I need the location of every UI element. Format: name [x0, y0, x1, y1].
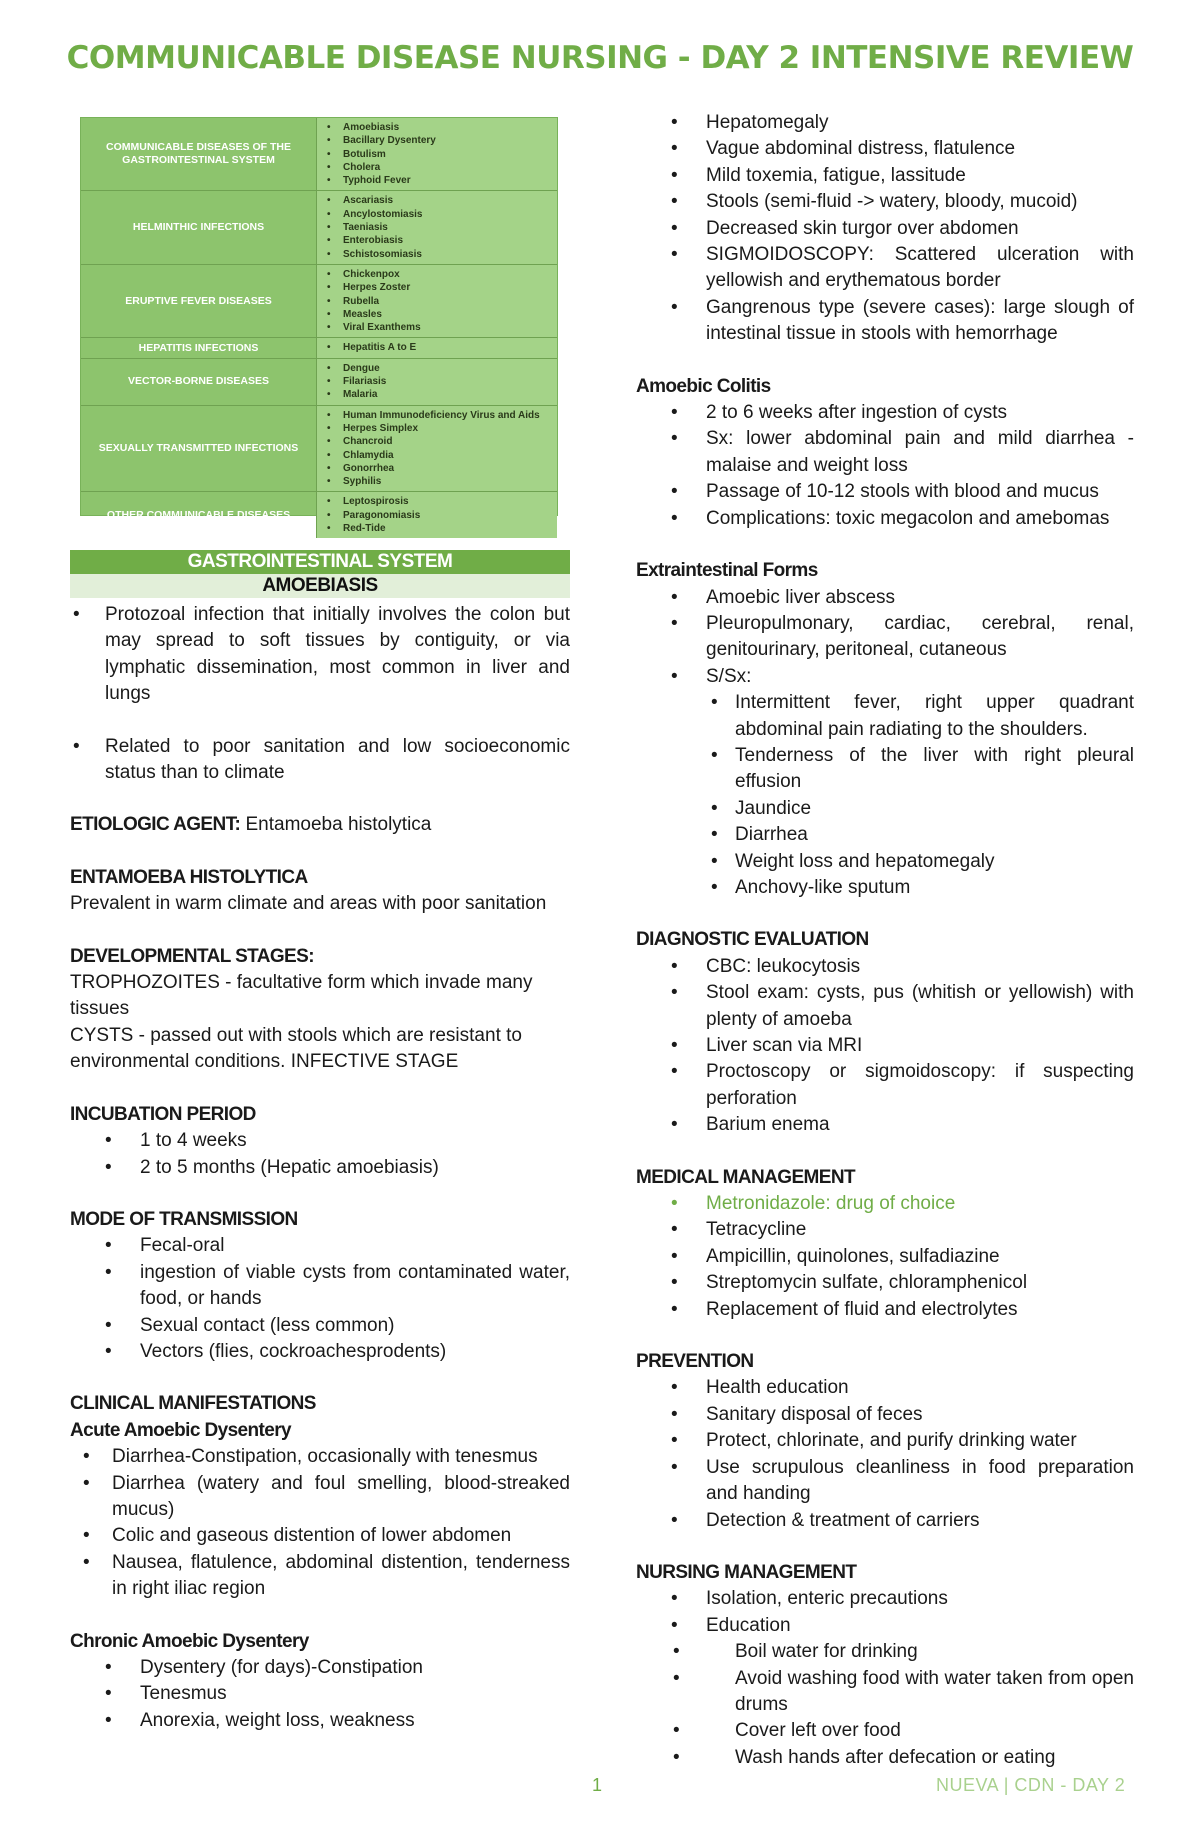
section-heading: DIAGNOSTIC EVALUATION: [636, 929, 869, 951]
paragraph: TROPHOZOITES - facultative form which invade many tissues: [70, 972, 533, 1020]
section-heading: MODE OF TRANSMISSION: [70, 1208, 298, 1230]
list-item: • Ampicillin, quinolones, sulfadiazine: [636, 1244, 1134, 1270]
category-item: • Chickenpox: [317, 268, 557, 281]
acute-list: [70, 1444, 570, 1602]
paragraph: Prevalent in warm climate and areas with poor sanitation: [70, 893, 547, 915]
category-item: • Gonorrhea: [317, 462, 557, 475]
paragraph: CYSTS - passed out with stools which are resistant to environmental conditions. INFECTIVE STAGE: [70, 1024, 522, 1073]
extraintestinal-sx-list: [636, 690, 1134, 901]
list-item: • Nausea, flatulence, abdominal distention, tenderness in right iliac region: [70, 1550, 570, 1603]
category-item: • Herpes Simplex: [317, 422, 557, 435]
list-item: • Health education: [636, 1375, 1134, 1401]
subheading: Chronic Amoebic Dysentery: [70, 1630, 309, 1652]
category-item: • Typhoid Fever: [317, 174, 557, 187]
category-item: • Bacillary Dysentery: [317, 134, 557, 147]
category-item: • Herpes Zoster: [317, 281, 557, 294]
list-item: • Detection & treatment of carriers: [636, 1508, 1134, 1534]
list-item: • Avoid washing food with water taken from open drums: [598, 1666, 1134, 1719]
category-name: SEXUALLY TRANSMITTED INFECTIONS: [81, 406, 317, 492]
list-item: • Jaundice: [636, 796, 1134, 822]
subheading: Acute Amoebic Dysentery: [70, 1419, 291, 1441]
section-heading: CLINICAL MANIFESTATIONS: [70, 1393, 316, 1415]
intro-list: [70, 734, 570, 787]
category-name: OTHER COMMUNICABLE DISEASES: [81, 492, 317, 538]
section-heading: DEVELOPMENTAL STAGES:: [70, 945, 314, 967]
list-item: • Passage of 10-12 stools with blood and mucus: [636, 479, 1134, 505]
category-name: HEPATITIS INFECTIONS: [81, 338, 317, 357]
list-item: • Decreased skin turgor over abdomen: [636, 216, 1134, 242]
list-item: • Sexual contact (less common): [70, 1313, 570, 1339]
list-item: • Stool exam: cysts, pus (whitish or yellowish) with plenty of amoeba: [636, 980, 1134, 1033]
section-heading: INCUBATION PERIOD: [70, 1103, 256, 1125]
disease-band: AMOEBIASIS: [70, 574, 570, 598]
list-item: • ingestion of viable cysts from contaminated water, food, or hands: [70, 1260, 570, 1313]
category-items: [317, 118, 557, 190]
list-item: • Sx: lower abdominal pain and mild diarrhea - malaise and weight loss: [636, 426, 1134, 479]
list-item: • Use scrupulous cleanliness in food preparation and handing: [636, 1455, 1134, 1508]
list-item: • S/Sx:: [636, 664, 1134, 690]
list-item: • Complications: toxic megacolon and amebomas: [636, 506, 1134, 532]
category-items: [317, 406, 557, 492]
category-items: [317, 265, 557, 337]
category-item: • Amoebiasis: [317, 121, 557, 134]
disease-category-table: [80, 117, 558, 535]
page-title: COMMUNICABLE DISEASE NURSING - DAY 2 INTENSIVE REVIEW: [66, 40, 1134, 76]
list-item: • Vectors (flies, cockroachesprodents): [70, 1339, 570, 1365]
list-item: • Vague abdominal distress, flatulence: [636, 136, 1134, 162]
page-number: 1: [592, 1775, 603, 1795]
list-item: • Tenderness of the liver with right pleural effusion: [636, 743, 1134, 796]
list-item: • Protect, chlorinate, and purify drinking water: [636, 1428, 1134, 1454]
category-name: VECTOR-BORNE DISEASES: [81, 359, 317, 405]
list-item: • Protozoal infection that initially involves the colon but may spread to soft tissues by contiguity, or via lymphatic dissemination, most common in liver and lungs: [70, 602, 570, 708]
section-heading: PREVENTION: [636, 1351, 754, 1373]
category-row: [81, 492, 557, 538]
right-column: [636, 110, 1134, 1771]
category-item: • Red-Tide: [317, 522, 557, 535]
colitis-list: [636, 400, 1134, 532]
extraintestinal-list: [636, 585, 1134, 691]
category-item: • Taeniasis: [317, 221, 557, 234]
list-item: • Education: [636, 1613, 1134, 1639]
category-item: • Syphilis: [317, 475, 557, 488]
category-item: • Ascariasis: [317, 194, 557, 207]
list-item: • Diarrhea-Constipation, occasionally with tenesmus: [70, 1444, 570, 1470]
list-item: • Proctoscopy or sigmoidoscopy: if suspecting perforation: [636, 1059, 1134, 1112]
list-item: • Barium enema: [636, 1112, 1134, 1138]
list-item: • Wash hands after defecation or eating: [598, 1745, 1134, 1771]
category-item: • Dengue: [317, 362, 557, 375]
transmission-list: [70, 1233, 570, 1365]
list-item: • Sanitary disposal of feces: [636, 1402, 1134, 1428]
list-item: • 1 to 4 weeks: [70, 1128, 570, 1154]
incubation-list: [70, 1128, 570, 1181]
drug-of-choice: • Metronidazole: drug of choice: [636, 1191, 1134, 1217]
section-heading: MEDICAL MANAGEMENT: [636, 1166, 855, 1188]
category-item: • Malaria: [317, 388, 557, 401]
category-items: [317, 338, 557, 357]
category-item: • Ancylostomiasis: [317, 208, 557, 221]
subheading: Amoebic Colitis: [636, 375, 771, 397]
section-heading: NURSING MANAGEMENT: [636, 1561, 857, 1583]
category-item: • Filariasis: [317, 375, 557, 388]
list-item: • Diarrhea: [636, 822, 1134, 848]
list-item: • 2 to 5 months (Hepatic amoebiasis): [70, 1155, 570, 1181]
list-item: • Related to poor sanitation and low socioeconomic status than to climate: [70, 734, 570, 787]
etiologic-agent: [70, 812, 570, 838]
category-item: • Leptospirosis: [317, 495, 557, 508]
category-item: • Hepatitis A to E: [317, 341, 557, 354]
list-item: • SIGMOIDOSCOPY: Scattered ulceration with yellowish and erythematous border: [636, 242, 1134, 295]
category-row: [81, 191, 557, 264]
list-item: • CBC: leukocytosis: [636, 954, 1134, 980]
list-item: • Intermittent fever, right upper quadrant abdominal pain radiating to the shoulders.: [636, 690, 1134, 743]
list-item: • Liver scan via MRI: [636, 1033, 1134, 1059]
category-items: [317, 492, 557, 538]
category-item: • Measles: [317, 308, 557, 321]
list-item: • Fecal-oral: [70, 1233, 570, 1259]
category-name: HELMINTHIC INFECTIONS: [81, 191, 317, 263]
nursing-management-list: [636, 1586, 1134, 1639]
list-item: • Hepatomegaly: [636, 110, 1134, 136]
list-item: • Anchovy-like sputum: [636, 875, 1134, 901]
category-item: • Paragonomiasis: [317, 509, 557, 522]
list-item: • Diarrhea (watery and foul smelling, blood-streaked mucus): [70, 1471, 570, 1524]
left-column: [70, 550, 570, 1734]
category-item: • Rubella: [317, 295, 557, 308]
category-item: • Cholera: [317, 161, 557, 174]
category-item: • Botulism: [317, 148, 557, 161]
category-items: [317, 191, 557, 263]
intro-list: [70, 602, 570, 708]
category-row: [81, 406, 557, 493]
list-item: • Tetracycline: [636, 1217, 1134, 1243]
section-band: GASTROINTESTINAL SYSTEM: [70, 550, 570, 574]
chronic-continued-list: [636, 110, 1134, 348]
list-item: • Anorexia, weight loss, weakness: [70, 1708, 570, 1734]
category-row: [81, 359, 557, 406]
section-heading: ENTAMOEBA HISTOLYTICA: [70, 866, 308, 888]
education-list: [598, 1639, 1134, 1771]
category-name: COMMUNICABLE DISEASES OF THE GASTROINTESTINAL SYSTEM: [81, 118, 317, 190]
diagnostic-list: [636, 954, 1134, 1139]
running-footer: NUEVA | CDN - DAY 2: [936, 1775, 1126, 1795]
etiologic-value: Entamoeba histolytica: [240, 814, 432, 836]
category-item: • Schistosomiasis: [317, 248, 557, 261]
list-item: • 2 to 6 weeks after ingestion of cysts: [636, 400, 1134, 426]
list-item: • Stools (semi-fluid -> watery, bloody, mucoid): [636, 189, 1134, 215]
list-item: • Boil water for drinking: [598, 1639, 1134, 1665]
chronic-list: [70, 1655, 570, 1734]
subheading: Extraintestinal Forms: [636, 560, 818, 582]
list-item: • Replacement of fluid and electrolytes: [636, 1297, 1134, 1323]
list-item: • Gangrenous type (severe cases): large slough of intestinal tissue in stools with hemorrhage: [636, 295, 1134, 348]
list-item: • Isolation, enteric precautions: [636, 1586, 1134, 1612]
category-item: • Viral Exanthems: [317, 321, 557, 334]
list-item: • Mild toxemia, fatigue, lassitude: [636, 163, 1134, 189]
category-row: [81, 265, 557, 338]
prevention-list: [636, 1375, 1134, 1533]
category-item: • Chlamydia: [317, 449, 557, 462]
list-item: • Tenesmus: [70, 1681, 570, 1707]
list-item: • Pleuropulmonary, cardiac, cerebral, renal, genitourinary, peritoneal, cutaneous: [636, 611, 1134, 664]
category-item: • Enterobiasis: [317, 234, 557, 247]
section-heading: ETIOLOGIC AGENT:: [70, 814, 241, 836]
list-item: • Colic and gaseous distention of lower abdomen: [70, 1523, 570, 1549]
category-row: [81, 118, 557, 191]
list-item: • Streptomycin sulfate, chloramphenicol: [636, 1270, 1134, 1296]
list-item: • Cover left over food: [598, 1718, 1134, 1744]
category-item: • Human Immunodeficiency Virus and Aids: [317, 409, 557, 422]
category-name: ERUPTIVE FEVER DISEASES: [81, 265, 317, 337]
category-row: [81, 338, 557, 358]
list-item: • Dysentery (for days)-Constipation: [70, 1655, 570, 1681]
category-item: • Chancroid: [317, 435, 557, 448]
category-items: [317, 359, 557, 405]
list-item: • Weight loss and hepatomegaly: [636, 849, 1134, 875]
list-item: • Amoebic liver abscess: [636, 585, 1134, 611]
medical-management-list: [636, 1191, 1134, 1323]
